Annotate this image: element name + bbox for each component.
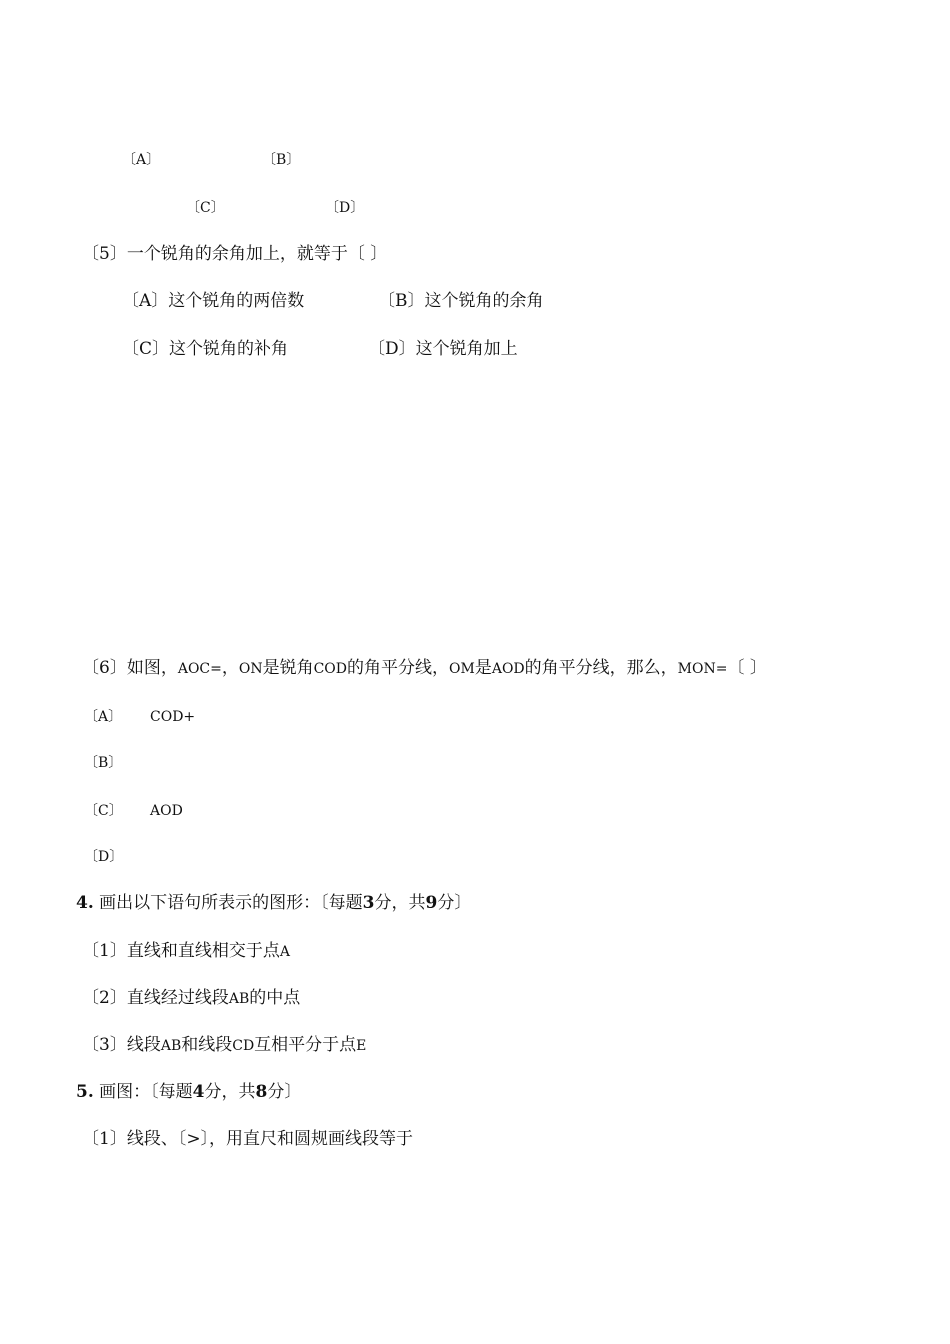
item-3-segment-1: AB [160,1038,182,1054]
q6-t11: MON= [677,661,728,677]
question-5-option-d: 〔D〕这个锐角加上 [368,339,518,359]
section-4-number: 4. [76,893,94,913]
section-4-points-total: 9 [425,893,438,913]
section-4-mid: 分，共 [374,893,426,913]
item-3-suffix: 互相平分于点 [254,1035,357,1055]
question-6-option-b-label: 〔B〕 [84,755,123,771]
q6-t1: AOC= [177,661,222,677]
question-6-option-c-label: 〔C〕 [84,803,123,819]
section-4-item-1 [82,941,290,962]
section-4-end: 分〕 [437,893,472,913]
question-5-option-c: 〔C〕这个锐角的补角 [122,339,289,359]
q6-t2: ， [221,658,239,678]
item-3-segment-2: CD [232,1038,255,1054]
section-5-number: 5. [76,1082,94,1102]
q6-t3: ON [238,661,263,677]
section-4-title [76,893,471,913]
question-6-stem [82,658,767,679]
option-c-top: 〔C〕 [186,200,225,216]
item-2-suffix: 的中点 [249,988,301,1008]
section-5-text: 画图：〔每题 [99,1082,193,1102]
section-5-item-1: 〔1〕线段、〔>〕，用直尺和圆规画线段等于 [82,1129,414,1149]
item-2-text: 〔2〕直线经过线段 [82,988,229,1008]
question-6-option-a-text: COD+ [150,709,196,725]
section-5-points-each: 4 [192,1082,205,1102]
item-2-segment: AB [228,991,250,1007]
q6-t4: 是锐角 [262,658,314,678]
question-5-option-b: 〔B〕这个锐角的余角 [378,291,544,311]
item-1-point: A [279,944,290,960]
question-5-stem: 〔5〕一个锐角的余角加上，就等于〔 〕 [82,244,388,264]
q6-t10: 的角平分线，那么， [524,658,678,678]
section-4-item-2 [82,988,300,1009]
section-4-item-3 [82,1035,366,1056]
question-5-option-a: 〔A〕这个锐角的两倍数 [122,291,305,311]
section-5-title [76,1082,301,1102]
q6-t9: AOD [491,661,525,677]
q6-t12: 〔 〕 [727,658,767,678]
q6-prefix: 〔6〕如图， [82,658,178,678]
item-3-point: E [356,1038,367,1054]
option-b-top: 〔B〕 [262,152,301,168]
question-6-option-d-label: 〔D〕 [84,849,124,865]
q6-t7: OM [449,661,475,677]
option-a-top: 〔A〕 [122,152,161,168]
q6-t6: 的角平分线， [347,658,450,678]
section-5-mid: 分，共 [204,1082,256,1102]
item-3-mid: 和线段 [181,1035,233,1055]
section-4-points-each: 3 [362,893,375,913]
item-3-text: 〔3〕线段 [82,1035,161,1055]
q6-t8: 是 [474,658,492,678]
section-5-end: 分〕 [267,1082,302,1102]
section-4-text: 画出以下语句所表示的图形：〔每题 [99,893,363,913]
item-1-text: 〔1〕直线和直线相交于点 [82,941,280,961]
question-6-option-c-text: AOD [150,803,183,819]
q6-t5: COD [313,661,348,677]
question-6-option-a-label: 〔A〕 [84,709,123,725]
section-5-points-total: 8 [255,1082,268,1102]
option-d-top: 〔D〕 [325,200,365,216]
